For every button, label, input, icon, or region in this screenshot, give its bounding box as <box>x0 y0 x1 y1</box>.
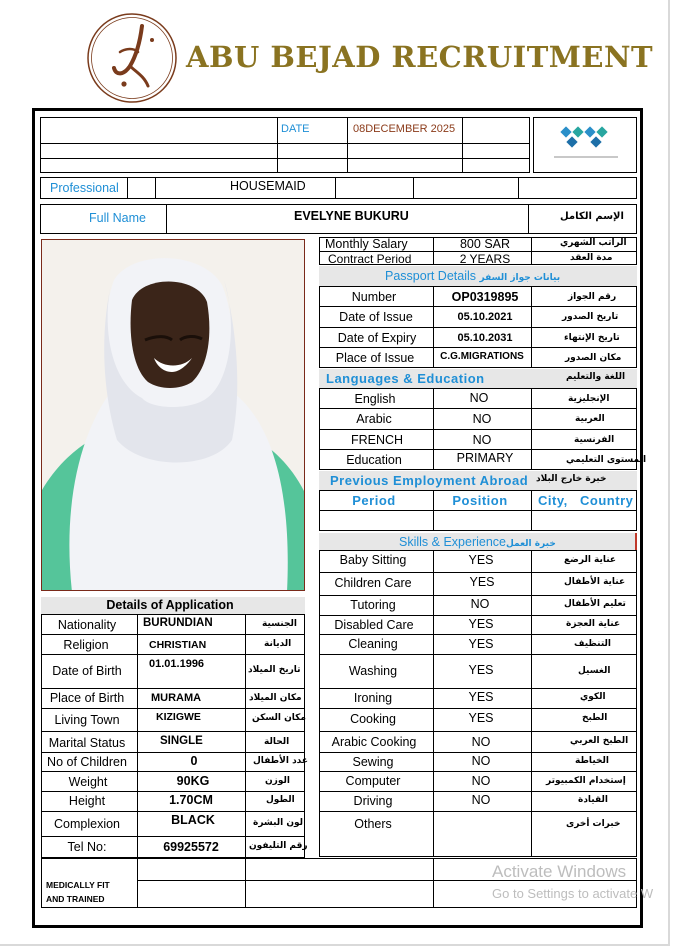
tel-value: 69925572 <box>163 840 219 854</box>
passport-number-ar: رقم الجواز <box>568 292 617 302</box>
nationality-ar: الجنسية <box>262 619 297 629</box>
employment-col-period: Period <box>352 493 396 508</box>
skills-heading <box>399 536 556 549</box>
date-of-birth-ar: تاريخ الميلاد <box>248 665 301 675</box>
monthly-salary-ar: الراتب الشهري <box>560 238 627 248</box>
english-ar: الإنجليزية <box>568 394 610 404</box>
employment-col-city: City, Country <box>538 493 634 508</box>
skill-cleaning-value: YES <box>468 637 494 651</box>
skill-baby-sitting-value: YES <box>468 553 494 567</box>
tel-ar: رقم التليفون <box>249 841 308 851</box>
skill-sewing-label: Sewing <box>352 755 394 769</box>
skill-ironing-value: YES <box>468 690 494 704</box>
skill-cleaning-ar: التنظيف <box>574 639 611 649</box>
professional-row <box>40 177 637 199</box>
skill-sewing-ar: الخياطة <box>575 756 609 766</box>
skill-ironing-label: Ironing <box>353 691 393 705</box>
place-of-issue-ar: مكان الصدور <box>565 353 622 363</box>
arabic-ar: العربية <box>575 414 605 424</box>
skill-disabled-care-value: YES <box>468 617 494 631</box>
skill-children-care-value: YES <box>469 575 495 589</box>
height-value: 1.70CM <box>169 793 213 807</box>
medical-line-2: AND TRAINED <box>46 894 105 904</box>
company-name: ABU BEJAD RECRUITMENT <box>186 40 654 74</box>
complexion-ar: لون البشرة <box>253 818 304 828</box>
children-ar: عدد الأطفال <box>253 756 309 766</box>
date-of-issue-ar: تاريخ الصدور <box>562 312 619 322</box>
passport-heading-en: Passport Details <box>385 269 477 283</box>
skill-others-ar: خبرات أخرى <box>566 819 621 829</box>
skill-washing-ar: الغسيل <box>578 666 611 676</box>
arabic-value: NO <box>472 412 492 426</box>
education-label: Education <box>346 453 402 467</box>
date-value: 08DECEMBER 2025 <box>353 123 456 135</box>
skill-washing-label: Washing <box>348 664 398 678</box>
nationality-value: BURUNDIAN <box>143 617 213 629</box>
living-town-ar: مكان السكن <box>252 713 306 723</box>
date-of-issue-label: Date of Issue <box>339 310 413 324</box>
religion-label: Religion <box>63 638 109 652</box>
education-ar: المستوى التعليمي <box>566 455 647 465</box>
marital-status-label: Marital Status <box>48 736 126 750</box>
skill-computer-value: NO <box>471 774 491 788</box>
education-value: PRIMARY <box>456 451 514 465</box>
date-of-expiry-label: Date of Expiry <box>337 331 417 345</box>
passport-heading <box>385 270 560 283</box>
complexion-value: BLACK <box>171 813 215 827</box>
monthly-salary-label: Monthly Salary <box>325 237 408 251</box>
employment-heading-ar: خبرة خارج البلاد <box>536 474 607 484</box>
marital-status-value: SINGLE <box>160 735 203 747</box>
tel-label: Tel No: <box>67 840 107 854</box>
arabic-label: Arabic <box>356 412 392 426</box>
place-of-birth-label: Place of Birth <box>49 691 125 705</box>
skill-tutoring-ar: تعليم الأطفال <box>564 599 626 609</box>
full-name-value: EVELYNE BUKURU <box>294 209 409 223</box>
monthly-salary-value: 800 SAR <box>459 237 511 251</box>
skill-washing-value: YES <box>468 663 494 677</box>
place-of-issue-value: C.G.MIGRATIONS <box>440 351 524 362</box>
skill-others-label: Others <box>354 817 392 831</box>
skill-disabled-care-label: Disabled Care <box>334 618 414 632</box>
skill-driving-value: NO <box>471 793 491 807</box>
skill-driving-label: Driving <box>353 794 393 808</box>
skill-cooking-ar: الطبخ <box>582 713 608 723</box>
employment-col-position: Position <box>452 493 508 508</box>
contract-period-label: Contract Period <box>328 252 412 266</box>
living-town-label: Living Town <box>54 713 120 727</box>
weight-label: Weight <box>68 775 108 789</box>
religion-ar: الديانة <box>264 639 292 649</box>
skill-sewing-value: NO <box>471 754 491 768</box>
skill-computer-ar: إستخدام الكمبيوتر <box>546 776 626 786</box>
place-of-birth-value: MURAMA <box>151 692 202 704</box>
french-value: NO <box>472 433 492 447</box>
nationality-label: Nationality <box>57 618 117 632</box>
skill-arabic-cooking-ar: الطبخ العربي <box>570 736 629 746</box>
english-value: NO <box>469 391 489 405</box>
skill-baby-sitting-label: Baby Sitting <box>339 553 407 567</box>
applicant-photo <box>41 239 305 591</box>
marital-status-ar: الحالة <box>264 737 290 747</box>
french-label: FRENCH <box>350 433 404 447</box>
skill-driving-ar: القيادة <box>578 795 608 805</box>
skill-cleaning-label: Cleaning <box>348 637 398 651</box>
partner-logo-icon <box>548 122 624 164</box>
skill-arabic-cooking-value: NO <box>471 735 491 749</box>
date-of-issue-value: 05.10.2021 <box>457 311 513 323</box>
medical-line-1: MEDICALLY FIT <box>46 880 110 890</box>
date-of-birth-label: Date of Birth <box>52 664 122 678</box>
date-label: DATE <box>281 123 310 135</box>
professional-label: Professional <box>50 181 119 195</box>
activate-windows-hint: Go to Settings to activate W <box>492 886 654 901</box>
employment-heading: Previous Employment Abroad <box>330 473 529 488</box>
date-of-birth-value: 01.01.1996 <box>149 658 205 670</box>
skills-heading-ar: خبرة العمل <box>506 539 556 549</box>
weight-value: 90KG <box>176 774 210 788</box>
date-of-expiry-value: 05.10.2031 <box>457 332 513 344</box>
skill-tutoring-label: Tutoring <box>350 598 396 612</box>
french-ar: الفرنسية <box>574 435 615 445</box>
languages-heading-ar: اللغة والتعليم <box>566 372 626 382</box>
activate-windows-title: Activate Windows <box>492 862 627 881</box>
skill-ironing-ar: الكوي <box>580 692 606 702</box>
application-heading: Details of Application <box>106 598 234 612</box>
living-town-value: KIZIGWE <box>156 711 201 723</box>
date-of-expiry-ar: تاريخ الإنتهاء <box>564 333 620 343</box>
skill-children-care-ar: عناية الأطفال <box>564 577 626 587</box>
place-of-birth-ar: مكان الميلاد <box>249 693 302 703</box>
children-value: 0 <box>190 754 198 768</box>
contract-period-ar: مدة العقد <box>570 253 613 263</box>
skills-heading-en: Skills & Experience <box>399 535 506 549</box>
skill-computer-label: Computer <box>345 774 401 788</box>
height-label: Height <box>68 794 106 808</box>
skill-children-care-label: Children Care <box>334 576 412 590</box>
languages-heading: Languages & Education <box>326 371 485 386</box>
professional-value: HOUSEMAID <box>230 179 306 193</box>
skill-arabic-cooking-label: Arabic Cooking <box>331 735 417 749</box>
skill-baby-sitting-ar: عناية الرضع <box>564 555 617 565</box>
skill-cooking-label: Cooking <box>350 712 396 726</box>
height-ar: الطول <box>266 795 295 805</box>
skill-cooking-value: YES <box>468 711 494 725</box>
complexion-label: Complexion <box>53 817 121 831</box>
passport-heading-ar: بيانات جواز السفر <box>479 273 561 283</box>
passport-number-label: Number <box>351 290 397 304</box>
skill-disabled-care-ar: عناية العجزة <box>566 619 621 629</box>
contract-period-value: 2 YEARS <box>459 252 511 266</box>
english-label: English <box>354 392 396 406</box>
full-name-label: Full Name <box>89 211 146 225</box>
religion-value: CHRISTIAN <box>149 639 207 651</box>
company-logo-icon <box>86 12 178 104</box>
children-label: No of Children <box>47 755 127 769</box>
full-name-ar: الإسم الكامل <box>560 211 624 222</box>
weight-ar: الوزن <box>265 776 290 786</box>
passport-number-value: OP0319895 <box>451 290 519 304</box>
skill-tutoring-value: NO <box>470 597 490 611</box>
place-of-issue-label: Place of Issue <box>335 351 415 365</box>
